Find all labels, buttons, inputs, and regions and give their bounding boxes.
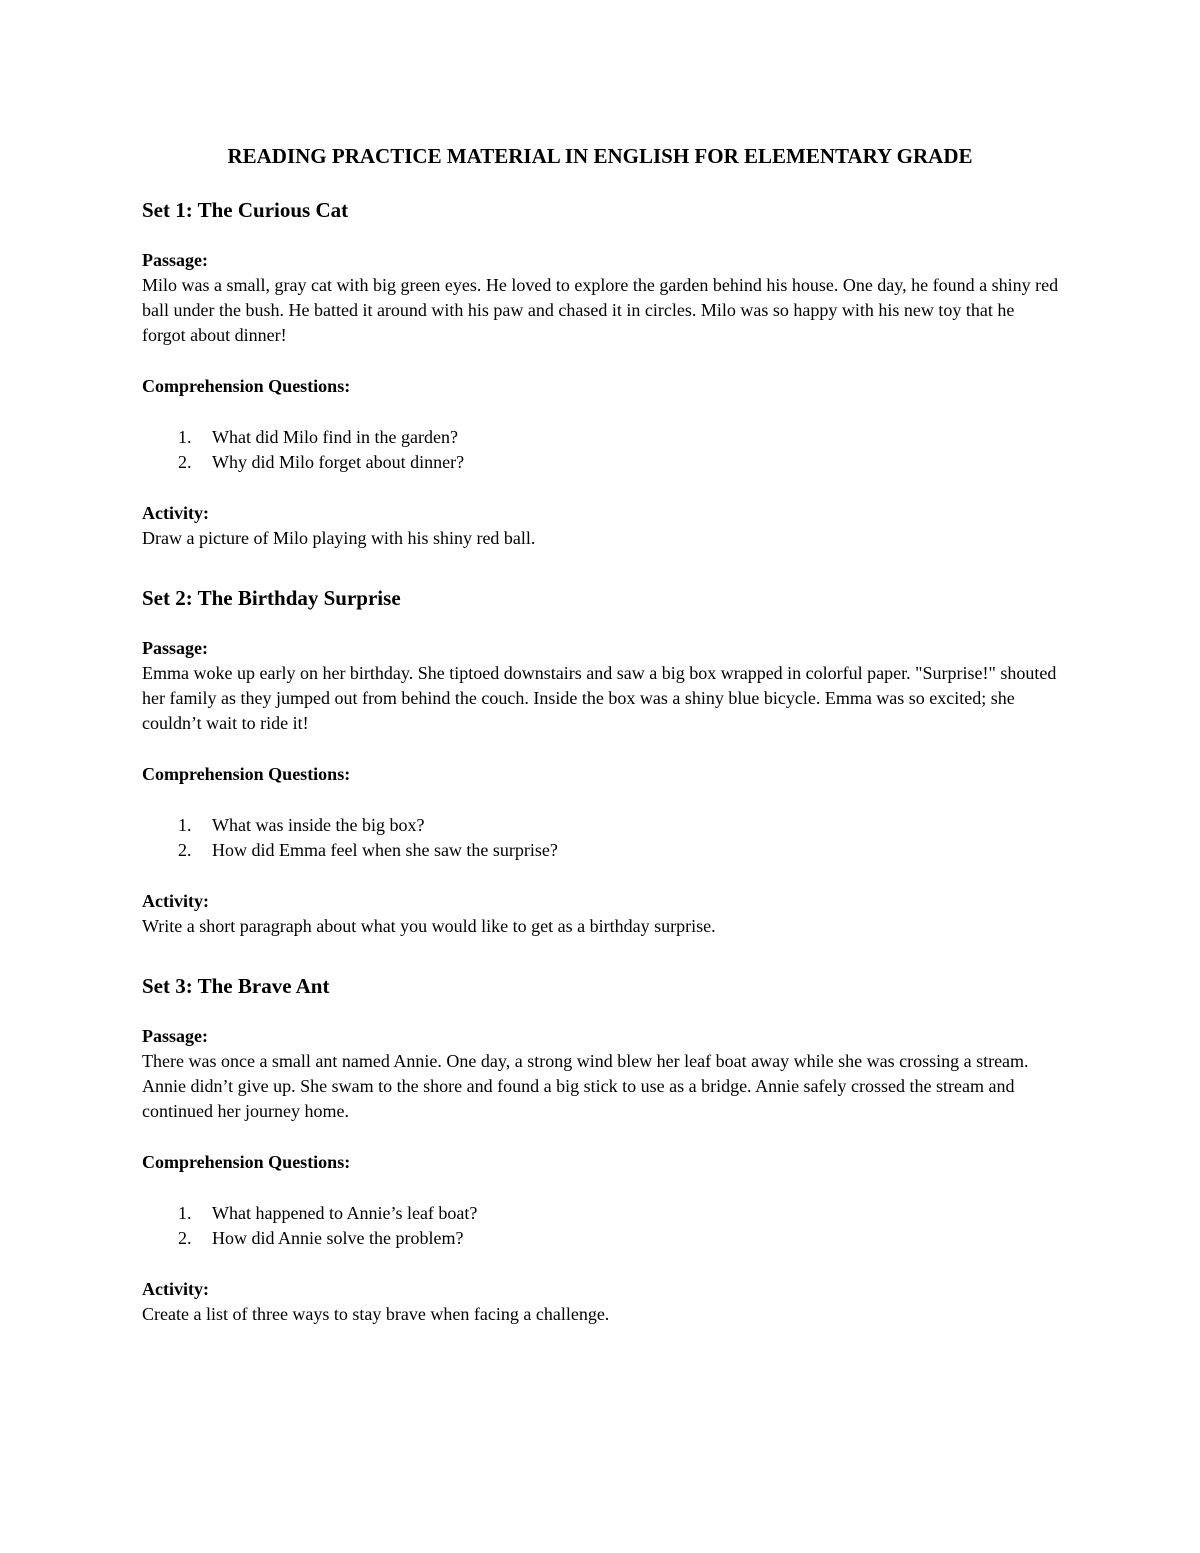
questions-label: Comprehension Questions: xyxy=(142,1152,351,1172)
passage-text: There was once a small ant named Annie. One day, a strong wind blew her leaf boat away while she was crossing a stream. Annie didn’t give up. She swam to the shore and found a big stick to use as a bridge. Annie safely crossed the stream and continued her journey home. xyxy=(142,1051,1029,1121)
passage-text: Milo was a small, gray cat with big green eyes. He loved to explore the garden behind his house. One day, he found a shiny red ball under the bush. He batted it around with his paw and chased it in circles. Milo was so happy with his new toy that he forgot about dinner! xyxy=(142,275,1059,345)
question-text: What was inside the big box? xyxy=(212,815,425,835)
question-text: How did Emma feel when she saw the surprise? xyxy=(212,840,558,860)
activity-label: Activity: xyxy=(142,503,209,523)
passage-label: Passage: xyxy=(142,638,208,658)
questions-label: Comprehension Questions: xyxy=(142,376,351,396)
questions-label: Comprehension Questions: xyxy=(142,764,351,784)
set-1 xyxy=(142,197,1062,551)
question-item xyxy=(142,1201,1062,1226)
question-text: How did Annie solve the problem? xyxy=(212,1228,464,1248)
question-item xyxy=(142,838,1062,863)
activity-label: Activity: xyxy=(142,1279,209,1299)
question-number: 2. xyxy=(178,840,192,860)
question-text: What happened to Annie’s leaf boat? xyxy=(212,1203,478,1223)
passage-label: Passage: xyxy=(142,250,208,270)
question-text: What did Milo find in the garden? xyxy=(212,427,458,447)
question-number: 1. xyxy=(178,815,192,835)
question-number: 2. xyxy=(178,452,192,472)
activity-text: Draw a picture of Milo playing with his shiny red ball. xyxy=(142,528,536,548)
activity-text: Create a list of three ways to stay brave when facing a challenge. xyxy=(142,1304,610,1324)
question-list xyxy=(142,1201,1062,1251)
question-list xyxy=(142,425,1062,475)
question-item xyxy=(142,1226,1062,1251)
question-text: Why did Milo forget about dinner? xyxy=(212,452,465,472)
set-heading: Set 2: The Birthday Surprise xyxy=(142,586,401,610)
passage-label: Passage: xyxy=(142,1026,208,1046)
activity-text: Write a short paragraph about what you would like to get as a birthday surprise. xyxy=(142,916,716,936)
question-number: 2. xyxy=(178,1228,192,1248)
question-list xyxy=(142,813,1062,863)
activity-label: Activity: xyxy=(142,891,209,911)
question-item xyxy=(142,450,1062,475)
document-title: READING PRACTICE MATERIAL IN ENGLISH FOR ELEMENTARY GRADE xyxy=(227,144,973,168)
set-3 xyxy=(142,973,1062,1327)
question-item xyxy=(142,425,1062,450)
passage-text: Emma woke up early on her birthday. She tiptoed downstairs and saw a big box wrapped in colorful paper. "Surprise!" shouted her family as they jumped out from behind the couch. Inside the box was a shiny blue bicycle. Emma was so excited; she couldn’t wait to ride it! xyxy=(142,663,1057,733)
question-item xyxy=(142,813,1062,838)
set-heading: Set 3: The Brave Ant xyxy=(142,974,330,998)
set-2 xyxy=(142,585,1062,939)
set-heading: Set 1: The Curious Cat xyxy=(142,198,349,222)
question-number: 1. xyxy=(178,1203,192,1223)
question-number: 1. xyxy=(178,427,192,447)
